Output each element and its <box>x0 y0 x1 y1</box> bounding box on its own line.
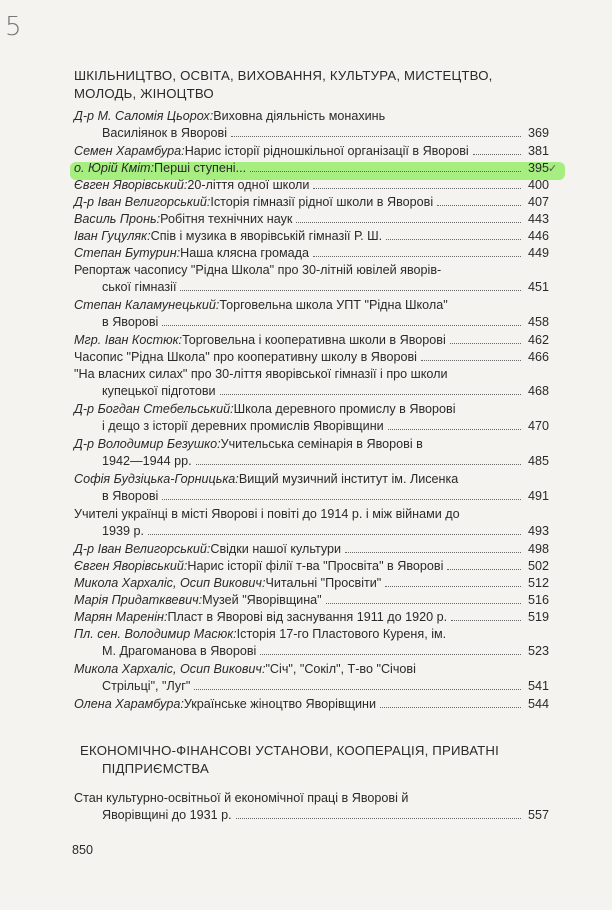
toc-entry-line <box>74 523 549 540</box>
toc-page-number: 541 <box>527 679 549 693</box>
dot-leader <box>260 654 521 655</box>
toc-title: Вищий музичний інститут ім. Лисенка <box>238 472 459 486</box>
toc-entry[interactable] <box>74 558 549 575</box>
toc-entry-line <box>74 558 549 575</box>
toc-title: Яворівщині до 1931 р. <box>102 808 232 822</box>
dot-leader <box>421 360 521 361</box>
toc-entry-line <box>74 228 549 245</box>
toc-title: Музей "Яворівщина" <box>202 593 322 607</box>
toc-page-number: 557 <box>527 808 549 822</box>
toc-entry-line <box>74 125 549 142</box>
toc-entry[interactable] <box>74 262 549 296</box>
toc-page-number: 491 <box>527 489 549 503</box>
toc-entry-line <box>74 807 549 824</box>
toc-entry[interactable] <box>74 626 549 660</box>
toc-author: Василь Пронь: <box>74 212 161 226</box>
toc-title: Торговельна школа УПТ "Рідна Школа" <box>219 298 448 312</box>
toc-author: Степан Бутурин: <box>74 246 181 260</box>
dot-leader <box>180 290 521 291</box>
dot-leader <box>450 343 521 344</box>
toc-page-number: 446 <box>527 229 549 243</box>
toc-title: Читальні "Просвіти" <box>265 576 382 590</box>
toc-entry-line <box>74 177 549 194</box>
toc-entry-line <box>74 506 549 523</box>
toc-title: Спів і музика в яворівській гімназії Р. Ш. <box>150 229 383 243</box>
toc-page-number: 407 <box>527 195 549 209</box>
toc-entry-line <box>74 211 549 228</box>
toc-author: Софія Будзіцька-Горницька: <box>74 472 239 486</box>
dot-leader <box>220 394 521 395</box>
toc-entry-line <box>74 471 549 488</box>
toc-title: Перші ступені... <box>154 161 247 175</box>
toc-title: Робітня технічних наук <box>160 212 293 226</box>
toc-entry-line <box>74 696 549 713</box>
toc-entry-line <box>74 609 549 626</box>
section-heading-line: ПІДПРИЄМСТВА <box>102 761 209 776</box>
toc-title: Пласт в Яворові від заснування 1911 до 1920 р. <box>167 610 448 624</box>
toc-author: Євген Яворівський: <box>74 559 188 573</box>
dot-leader <box>447 569 521 570</box>
toc-page-number: 493 <box>527 524 549 538</box>
toc-page-number: 381 <box>527 144 549 158</box>
toc-title: Нарис історії філії т-ва "Просвіта" в Яворові <box>187 559 444 573</box>
dot-leader <box>380 707 521 708</box>
toc-entry-line <box>74 592 549 609</box>
toc-entry[interactable] <box>74 592 549 609</box>
toc-title: Стрільці", "Луг" <box>102 679 191 693</box>
toc-entry[interactable] <box>74 228 549 245</box>
dot-leader <box>326 603 521 604</box>
toc-page-number: 544 <box>527 697 549 711</box>
dot-leader <box>148 534 521 535</box>
toc-entry[interactable] <box>74 575 549 592</box>
toc-title: Репортаж часопису "Рідна Школа" про 30-літній ювілей яворів- <box>74 263 442 277</box>
toc-entry-line <box>74 245 549 262</box>
toc-title: в Яворові <box>102 489 159 503</box>
toc-author: Іван Гуцуляк: <box>74 229 151 243</box>
toc-entry[interactable] <box>74 506 549 540</box>
toc-page-number: 443 <box>527 212 549 226</box>
dot-leader <box>296 222 521 223</box>
toc-entry-line <box>74 160 549 177</box>
dot-leader <box>385 586 521 587</box>
toc-title: Часопис "Рідна Школа" про кооперативну школу в Яворові <box>74 350 417 364</box>
toc-entry[interactable] <box>74 160 549 177</box>
toc-page-number: 516 <box>527 593 549 607</box>
toc-entry-line <box>74 541 549 558</box>
toc-entry[interactable] <box>74 108 549 142</box>
toc-entry[interactable] <box>74 609 549 626</box>
toc-entry[interactable] <box>74 790 549 824</box>
toc-entry[interactable] <box>74 194 549 211</box>
toc-title: Свідки нашої культури <box>210 542 342 556</box>
toc-title: Наша клясна громада <box>180 246 310 260</box>
dot-leader <box>388 429 521 430</box>
toc-author: Мгр. Іван Костюк: <box>74 333 183 347</box>
toc-entry[interactable] <box>74 177 549 194</box>
toc-page-number: 519 <box>527 610 549 624</box>
toc-page-number: 512 <box>527 576 549 590</box>
toc-entry-line <box>74 108 549 125</box>
toc-entry-line <box>74 332 549 349</box>
toc-author: Степан Каламунецький: <box>74 298 220 312</box>
dot-leader <box>194 689 521 690</box>
toc-title: 1939 р. <box>102 524 145 538</box>
toc-title: в Яворові <box>102 315 159 329</box>
dot-leader <box>196 464 521 465</box>
toc-author: Микола Хархаліс, Осип Викович: <box>74 662 266 676</box>
toc-title: Виховна діяльність монахинь <box>213 109 386 123</box>
toc-page-number: 498 <box>527 542 549 556</box>
toc-entry-line <box>74 575 549 592</box>
toc-author: Марян Маренін: <box>74 610 168 624</box>
toc-entry[interactable] <box>74 245 549 262</box>
toc-entry-line <box>74 401 549 418</box>
dot-leader <box>386 239 521 240</box>
toc-entry-line <box>74 453 549 470</box>
handwritten-page-mark: 5 <box>5 12 22 42</box>
toc-entry[interactable] <box>74 401 549 435</box>
toc-entry-line <box>74 626 549 643</box>
dot-leader <box>162 499 521 500</box>
toc-author: Пл. сен. Володимир Масюк: <box>74 627 237 641</box>
toc-author: Д-р Іван Велигорський: <box>74 542 211 556</box>
section-heading <box>74 67 544 103</box>
toc-author: Д-р М. Саломія Цьорох: <box>74 109 214 123</box>
section-heading-line: МОЛОДЬ, ЖІНОЦТВО <box>74 86 214 101</box>
toc-page-number: 458 <box>527 315 549 329</box>
toc-entry-line <box>74 314 549 331</box>
toc-entry[interactable] <box>74 297 549 331</box>
section-heading <box>74 742 550 778</box>
dot-leader <box>437 205 521 206</box>
toc-title: Історія 17-го Пластового Куреня, ім. <box>236 627 447 641</box>
toc-entry-line <box>74 349 549 366</box>
toc-author: Євген Яворівський: <box>74 178 188 192</box>
toc-title: Школа деревного промислу в Яворові <box>233 402 456 416</box>
toc-title: 20-ліття одної школи <box>187 178 310 192</box>
toc-title: Василіянок в Яворові <box>102 126 228 140</box>
section-heading-line: ШКІЛЬНИЦТВО, ОСВІТА, ВИХОВАННЯ, КУЛЬТУРА, МИСТЕЦТВО, <box>74 68 493 83</box>
dot-leader <box>162 325 521 326</box>
toc-entry-line <box>74 143 549 160</box>
toc-title: М. Драгоманова в Яворові <box>102 644 257 658</box>
toc-title: 1942—1944 рр. <box>102 454 192 468</box>
toc-entry-line <box>74 262 549 279</box>
toc-entry-line <box>74 661 549 678</box>
checkmark-icon: ✓ <box>548 163 558 175</box>
toc-entry-line <box>74 790 549 807</box>
toc-page-number: 468 <box>527 384 549 398</box>
toc-entry-line <box>74 383 549 400</box>
toc-page-number: 451 <box>527 280 549 294</box>
toc-page-number: 470 <box>527 419 549 433</box>
dot-leader <box>313 188 521 189</box>
toc-entry-line <box>74 488 549 505</box>
section-heading-line: ЕКОНОМІЧНО-ФІНАНСОВІ УСТАНОВИ, КООПЕРАЦІЯ, ПРИВАТНІ <box>80 743 500 758</box>
toc-page-number: 369 <box>527 126 549 140</box>
dot-leader <box>250 171 521 172</box>
toc-title: Стан культурно-освітньої й економічної праці в Яворові й <box>74 791 409 805</box>
toc-page-number: 449 <box>527 246 549 260</box>
toc-entry[interactable] <box>74 143 549 160</box>
toc-author: Д-р Богдан Стебельський: <box>74 402 234 416</box>
toc-entry-line <box>74 418 549 435</box>
toc-page-number: 523 <box>527 644 549 658</box>
toc-title: "Січ", "Сокіл", Т-во "Січові <box>265 662 416 676</box>
toc-title: ської гімназії <box>102 280 177 294</box>
toc-entry[interactable] <box>74 436 549 470</box>
toc-page-number: 466 <box>527 350 549 364</box>
dot-leader <box>231 136 521 137</box>
toc-entry[interactable] <box>74 661 549 695</box>
toc-entry[interactable] <box>74 471 549 505</box>
toc-entry[interactable] <box>74 211 549 228</box>
toc-title: Історія гімназії рідної школи в Яворові <box>210 195 434 209</box>
toc-entry-line <box>74 678 549 695</box>
toc-author: Марія Придатквевич: <box>74 593 203 607</box>
toc-title: Учительська семінарія в Яворові в <box>220 437 423 451</box>
toc-entry[interactable] <box>74 332 549 349</box>
toc-author: Микола Хархаліс, Осип Викович: <box>74 576 266 590</box>
toc-page-number: 462 <box>527 333 549 347</box>
dot-leader <box>473 154 521 155</box>
toc-page-number: 485 <box>527 454 549 468</box>
dot-leader <box>345 552 521 553</box>
dot-leader <box>451 620 521 621</box>
toc-entry[interactable] <box>74 349 549 366</box>
toc-title: купецької підготови <box>102 384 216 398</box>
toc-entry[interactable] <box>74 696 549 713</box>
toc-title: і дещо з історії деревних промислів Яворівщини <box>102 419 384 433</box>
toc-page-number: 395 <box>527 161 549 175</box>
dot-leader <box>313 256 521 257</box>
toc-title: Нарис історії рідношкільної організації в Яворові <box>184 144 469 158</box>
toc-entry-line <box>74 366 549 383</box>
toc-entry-line <box>74 297 549 314</box>
toc-author: Д-р Володимир Безушко: <box>74 437 221 451</box>
toc-page-number: 502 <box>527 559 549 573</box>
toc-entry-line <box>74 643 549 660</box>
toc-author: Олена Харамбура: <box>74 697 184 711</box>
toc-entry-line <box>74 436 549 453</box>
toc-title: Торговельна і кооперативна школи в Яворові <box>182 333 446 347</box>
toc-title: Українське жіноцтво Яворівщини <box>183 697 377 711</box>
toc-entry-line <box>74 194 549 211</box>
toc-entry-line <box>74 279 549 296</box>
toc-author: о. Юрій Кміт: <box>74 161 155 175</box>
toc-entry[interactable] <box>74 541 549 558</box>
toc-author: Д-р Іван Велигорський: <box>74 195 211 209</box>
toc-page-number: 400 <box>527 178 549 192</box>
toc-author: Семен Харамбура: <box>74 144 185 158</box>
toc-entry[interactable] <box>74 366 549 400</box>
page-number: 850 <box>72 843 94 857</box>
dot-leader <box>236 818 521 819</box>
toc-title: "На власних силах" про 30-ліття яворівської гімназії і про школи <box>74 367 448 381</box>
toc-title: Учителі українці в місті Яворові і повіті до 1914 р. і між війнами до <box>74 507 460 521</box>
